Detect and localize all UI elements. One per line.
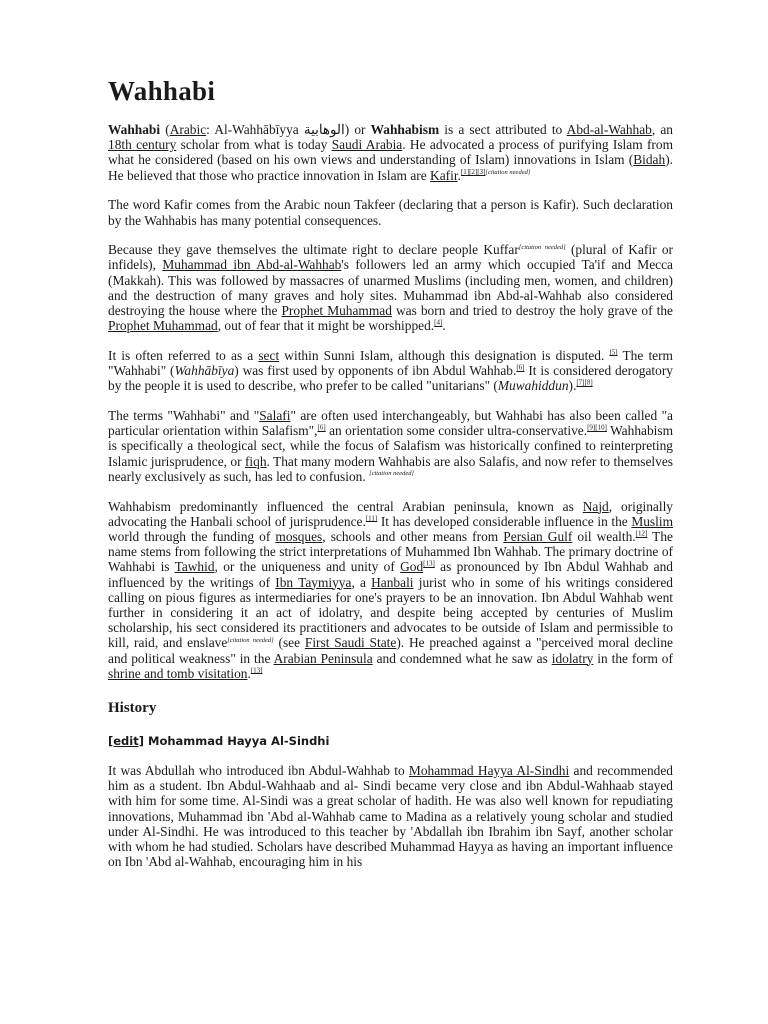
italic-muwahiddun: Muwahiddun bbox=[497, 378, 569, 394]
text: oil wealth. bbox=[577, 528, 636, 544]
citation-needed[interactable]: [citation needed] bbox=[369, 470, 415, 478]
link-hanbali[interactable]: Hanbali bbox=[371, 574, 414, 590]
italic-wahhabiya: Wahhābīya bbox=[174, 363, 235, 379]
text: , schools and other means from bbox=[322, 528, 499, 544]
link-idolatry[interactable]: idolatry bbox=[551, 650, 594, 666]
link-persian-gulf[interactable]: Persian Gulf bbox=[503, 528, 573, 544]
text: , a bbox=[351, 574, 366, 590]
ref-1-2-3[interactable]: [1][2][3] bbox=[460, 168, 486, 177]
text: within Sunni Islam, although this designation is disputed. bbox=[284, 347, 605, 363]
link-mosques[interactable]: mosques bbox=[275, 528, 323, 544]
text: is a sect attributed to bbox=[444, 122, 563, 137]
text: in the form of bbox=[597, 650, 673, 666]
text: It is often referred to as a bbox=[108, 347, 254, 363]
text: It has developed considerable influence in the bbox=[380, 513, 628, 529]
text: world through the funding of bbox=[108, 528, 271, 544]
link-god[interactable]: God bbox=[400, 559, 424, 575]
text: 's followers led an army which occupied Ta'if and Mecca (Makkah). This was followed by massacres of unarmed Muslims (including men, women, and children) and the destruction of many graves and holy sites. Muhammad ibn Abd-al-Wahhab also considered destroying the house where the bbox=[108, 257, 673, 319]
paragraph-salafi bbox=[108, 408, 673, 484]
text: ) was first used by opponents of ibn Abdul Wahhab. bbox=[234, 363, 517, 379]
link-fiqh[interactable]: fiqh bbox=[244, 453, 267, 469]
link-first-saudi-state[interactable]: First Saudi State bbox=[304, 635, 397, 651]
article bbox=[108, 74, 673, 884]
link-abd-al-wahhab[interactable]: Abd-al-Wahhab bbox=[566, 122, 652, 137]
transliteration: Al-Wahhābīyya bbox=[214, 122, 299, 137]
paragraph-kafir: The word Kafir comes from the Arabic noun Takfeer (declaring that a person is Kafir). Such declaration by the Wahhabis has many potential consequences. bbox=[108, 197, 673, 228]
ref-11[interactable]: [11] bbox=[365, 514, 378, 523]
link-shrine-and-tomb-visitation[interactable]: shrine and tomb visitation bbox=[108, 665, 248, 681]
text: and condemned what he saw as bbox=[376, 650, 548, 666]
intro-paragraph: Wahhabi (Arabic: Al-Wahhābīyya الوهابية) or Wahhabism is a sect attributed to Abd-al-Wahhab, an 18th century scholar from what is today Saudi Arabia. He advocated a process of purifying Islam from what he considered (based on his own views and understanding of Islam) innovations in Islam (Bidah). He believed that those who practice innovation in Islam are Kafir.[1][2][3][citation needed] bbox=[108, 122, 673, 183]
text: ). He preached against a "perceived moral decline and political weakness" in the bbox=[108, 635, 673, 666]
citation-needed[interactable]: [citation needed] bbox=[227, 636, 274, 644]
link-saudi-arabia[interactable]: Saudi Arabia bbox=[331, 137, 403, 153]
text: (plural of Kafir or infidels), bbox=[108, 242, 673, 273]
link-arabian-peninsula[interactable]: Arabian Peninsula bbox=[273, 650, 373, 666]
ref-13[interactable]: [13] bbox=[423, 559, 435, 568]
text: . That many modern Wahhabis are also Salafis, and now refer to themselves nearly exclusively as such, has led to confusion. bbox=[108, 453, 673, 484]
text: and recommended him as a student. Ibn Abdul-Wahhaab and al- Sindi became very close and ibn Abdul-Wahhaab stayed with him for some time. Al-Sindi was a great scholar of hadith. He was also well known for repudiating innovations, Muhammad ibn 'Abd al-Wahhab came to Madina as a relatively young scholar and studied under Al-Sindhi. He was introduced to this teacher by 'Abdallah ibn Ibrahim ibn Sayf, another scholar with whom he had studied. Scholars have described Muhammad Hayya as having an important influence on Ibn 'Abd al-Wahhab, encouraging him in his bbox=[108, 763, 673, 870]
text: It is considered derogatory by the people it is used to describe, who prefer to be called "unitarians" ( bbox=[108, 363, 673, 394]
ref-5[interactable]: [5] bbox=[609, 348, 618, 357]
link-muhammad-ibn-abd-al-wahhab[interactable]: Muhammad ibn Abd-al-Wahhab bbox=[162, 257, 342, 273]
link-18th-century[interactable]: 18th century bbox=[108, 137, 177, 153]
ref-7-8[interactable]: [7][8] bbox=[576, 378, 593, 387]
link-bidah[interactable]: Bidah bbox=[633, 152, 666, 168]
text: Wahhabism is specifically a theological sect, while the focus of Salafism was historically confined to reinterpreting Islamic jurisprudence, or bbox=[108, 423, 673, 469]
ref-6[interactable]: [6] bbox=[516, 363, 525, 372]
page-title: Wahhabi bbox=[108, 76, 216, 106]
subsection-title: Mohammad Hayya Al-Sindhi bbox=[148, 734, 330, 748]
link-sect[interactable]: sect bbox=[258, 347, 280, 363]
arabic-script: الوهابية bbox=[303, 122, 345, 137]
text: , or the uniqueness and unity of bbox=[214, 559, 395, 575]
link-prophet-muhammad[interactable]: Prophet Muhammad bbox=[281, 303, 392, 319]
ref-9-10[interactable]: [9][10] bbox=[587, 423, 607, 432]
ref-12[interactable]: [12] bbox=[635, 529, 648, 538]
text: The terms "Wahhabi" and " bbox=[108, 408, 260, 424]
text: was born and tried to destroy the holy grave of the bbox=[395, 303, 673, 319]
paragraph-najd bbox=[108, 499, 673, 681]
link-kafir[interactable]: Kafir bbox=[430, 167, 458, 183]
citation-needed[interactable]: [citation needed] bbox=[485, 169, 531, 177]
link-ibn-taymiyya[interactable]: Ibn Taymiyya bbox=[275, 574, 352, 590]
ref-13b[interactable]: [13] bbox=[250, 666, 263, 675]
section-heading-history: History bbox=[108, 700, 157, 716]
text: ). bbox=[568, 378, 577, 394]
term-wahhabi: Wahhabi bbox=[108, 122, 161, 137]
paragraph-kuffar: Because they gave themselves the ultimate right to declare people Kuffar[citation needed] (plural of Kafir or infidels), Muhammad ibn Abd-al-Wahhab's followers led an army which occupied Ta'if and Mecca (Makkah). This was followed by massacres of unarmed Muslims (including men, women, and children) and the destruction of many graves and holy sites. Muhammad ibn Abd-al-Wahhab also considered destroying the house where the Prophet Muhammad was born and tried to destroy the holy grave of the Prophet Muhammad, out of fear that it might be worshipped.[4]. bbox=[108, 242, 673, 334]
text: The name stems from following the strict interpretations of Muhammed Ibn Wahhab. The primary doctrine of Wahhabi is bbox=[108, 528, 673, 575]
text: an orientation some consider ultra-conservative. bbox=[329, 423, 588, 439]
text: " are often used interchangeably, but Wahhabi has also been called "a particular orientation within Salafism", bbox=[108, 408, 673, 439]
paragraph-sect bbox=[108, 348, 673, 394]
link-arabic[interactable]: Arabic bbox=[169, 122, 207, 137]
link-salafi[interactable]: Salafi bbox=[259, 408, 291, 424]
edit-link[interactable]: [edit] bbox=[108, 734, 144, 748]
ref-6b[interactable]: [6] bbox=[317, 423, 326, 432]
text: or bbox=[354, 122, 366, 137]
text: The term "Wahhabi" ( bbox=[108, 347, 673, 379]
text: Because they gave themselves the ultimate right to declare people Kuffar bbox=[108, 242, 519, 258]
link-prophet-muhammad-2[interactable]: Prophet Muhammad bbox=[108, 318, 218, 334]
text: Wahhabism predominantly influenced the central Arabian peninsula, known as bbox=[108, 498, 574, 514]
citation-needed[interactable]: [citation needed] bbox=[518, 243, 566, 251]
text: (see bbox=[278, 635, 301, 651]
link-muslim[interactable]: Muslim bbox=[631, 513, 673, 529]
text: . bbox=[247, 665, 251, 681]
text: . He advocated a process of purifying Islam from what he considered (based on his own views and understanding of Islam) innovations in Islam ( bbox=[108, 137, 673, 168]
paragraph-hayya bbox=[108, 763, 673, 869]
text: jurist who in some of his writings considered calling on pious figures as intermediaries for one's prayers to be an innovation. Ibn Abdul Wahhab went further in considering it an act of idolatry, and despite being accepted by centuries of Muslim scholarship, his sect considered its practitioners and advocates to be outside of Islam and permissible to kill, raid, and enslave bbox=[108, 574, 673, 651]
link-mohammad-hayya-al-sindhi[interactable]: Mohammad Hayya Al-Sindhi bbox=[408, 763, 570, 778]
term-wahhabism: Wahhabism bbox=[370, 122, 440, 137]
link-najd[interactable]: Najd bbox=[582, 498, 609, 514]
text: scholar from what is today bbox=[180, 137, 328, 153]
link-tawhid[interactable]: Tawhid bbox=[174, 559, 215, 575]
text: as pronounced by Ibn Abdul Wahhab and influenced by the writings of bbox=[108, 559, 673, 590]
text: , an bbox=[651, 122, 673, 137]
text: , originally advocating the Hanbali school of jurisprudence. bbox=[108, 498, 674, 529]
ref-4[interactable]: [4] bbox=[434, 318, 443, 327]
text: , out of fear that it might be worshipped. bbox=[217, 318, 435, 334]
subsection-heading bbox=[108, 734, 673, 748]
text: ). He believed that those who practice innovation in Islam are bbox=[108, 152, 673, 183]
text: It was Abdullah who introduced ibn Abdul-Wahhab to bbox=[108, 763, 405, 778]
